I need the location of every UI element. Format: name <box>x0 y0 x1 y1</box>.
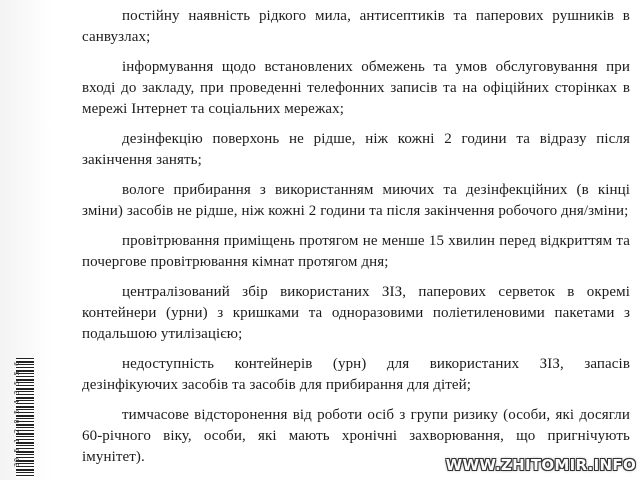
paragraph-ventilation: провітрювання приміщень протягом не менше 15 хвилин перед відкриттям та почергове провітрювання кімнат протягом дня; <box>82 233 630 270</box>
barcode <box>6 358 34 478</box>
document-body <box>82 6 630 477</box>
paragraph-informing: інформування щодо встановлених обмежень та умов обслуговування при вході до закладу, при проведенні телефонних записів та на офіційних сторінках в мережі Інтернет та соціальних мережах; <box>82 59 630 117</box>
paragraph-disinfection: дезінфекцію поверхонь не рідше, ніж кожні 2 години та відразу після закінчення занять; <box>82 131 630 168</box>
barcode-digits: 30 5 1 2 0 5 4 3 5 5 6 <box>13 361 21 467</box>
site-watermark: WWW.ZHITOMIR.INFO <box>445 456 636 474</box>
paragraph-soap: постійну наявність рідкого мила, антисептиків та паперових рушників в санвузлах; <box>82 8 630 45</box>
paragraph-wet-cleaning: вологе прибирання з використанням миючих та дезінфекційних (в кінці зміни) засобів не рідше, ніж кожні 2 години та після закінчення робочого дня/зміни; <box>82 182 630 219</box>
paragraph-ppe-collection: централізований збір використаних ЗІЗ, паперових серветок в окремі контейнери (урни) з кришками та одноразовими поліетиленовими пакетами з подальшою утилізацією; <box>82 284 630 342</box>
paragraph-container-access: недоступність контейнерів (урн) для використаних ЗІЗ, запасів дезінфікуючих засобів та засобів для прибирання для дітей; <box>82 356 630 393</box>
paragraph-risk-group: тимчасове відсторонення від роботи осіб з групи ризику (особи, які досягли 60-річного віку, особи, які мають хронічні захворювання, що пригнічують імунітет). <box>82 407 630 465</box>
